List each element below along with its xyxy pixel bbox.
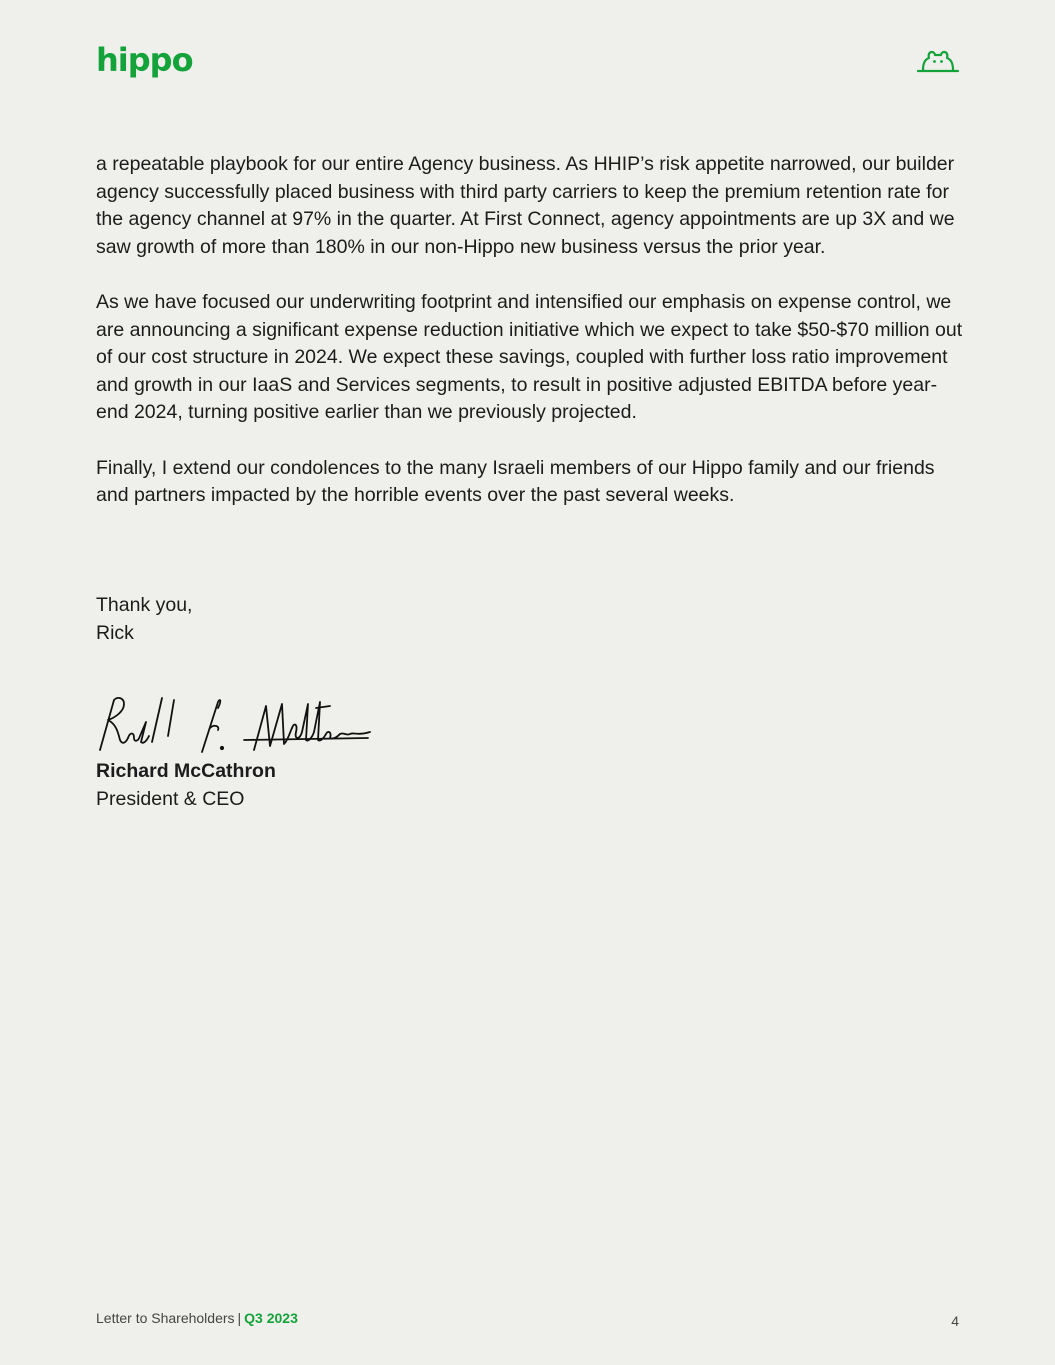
hippo-head-icon (916, 47, 960, 75)
handwritten-signature (94, 692, 374, 760)
paragraph-condolences: Finally, I extend our condolences to the many Israeli members of our Hippo family and our friends and partners impacted by the horrible events over the past several weeks. (96, 456, 935, 507)
paragraph-agency: a repeatable playbook for our entire Agency business. As HHIP’s risk appetite narrowed, our builder agency successfully placed business with third party carriers to keep the premium retention rate for the agency channel at 97% in the quarter. At First Connect, agency appointments are up 3X and we saw growth of more than 180% in our non-Hippo new business versus the prior year. (96, 153, 955, 258)
signer-block (96, 758, 276, 813)
hippo-logo: hippo (96, 41, 193, 79)
signer-title: President & CEO (96, 787, 245, 810)
footer-separator: | (237, 1310, 242, 1326)
page-number: 4 (951, 1313, 959, 1329)
footer (96, 1309, 298, 1327)
footer-doc-title: Letter to Shareholders (96, 1310, 235, 1326)
footer-period: Q3 2023 (244, 1310, 298, 1326)
closing-line: Thank you, (96, 594, 193, 616)
signer-name: Richard McCathron (96, 760, 276, 782)
first-name: Rick (96, 621, 134, 644)
signoff (96, 592, 192, 647)
letter-body (96, 151, 966, 537)
paragraph-expense-reduction: As we have focused our underwriting footprint and intensified our emphasis on expense control, we are announcing a significant expense reduction initiative which we expect to take $50-$70 million out of our cost structure in 2024. We expect these savings, coupled with further loss ratio improvement and growth in our IaaS and Services segments, to result in positive adjusted EBITDA before year-end 2024, turning positive earlier than we previously projected. (96, 290, 963, 424)
